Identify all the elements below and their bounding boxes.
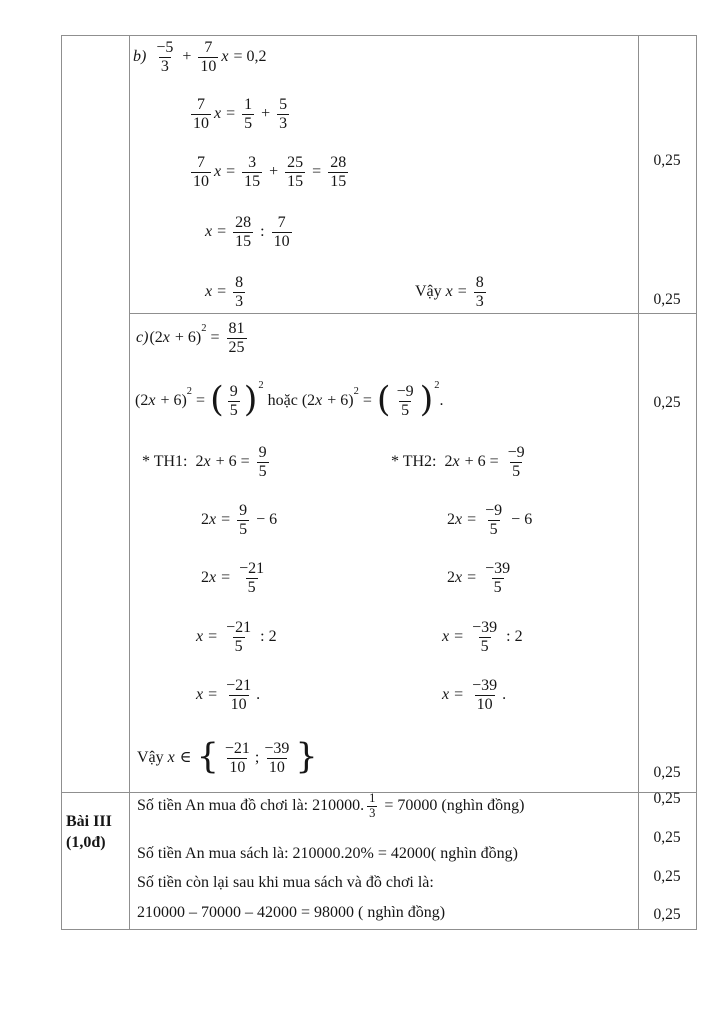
math-text: =: [308, 163, 326, 181]
math-variable: x: [442, 628, 450, 646]
problem-label-cell: [63, 811, 130, 853]
fraction: $\frac{28}{15}$: [330, 153, 347, 190]
math-variable: x: [205, 223, 213, 241]
math-line-c-case1-result: [196, 674, 260, 716]
text-line-iii-books: [137, 840, 518, 868]
math-text: − 6: [252, 511, 278, 529]
math-line-b-step1: [188, 93, 292, 135]
fraction: $\frac{-5}{3}$: [156, 38, 174, 75]
fraction: $\frac{-21}{10}$: [226, 676, 252, 713]
math-text: =: [213, 223, 231, 241]
fraction: $\frac{-21}{5}$: [226, 618, 252, 655]
math-line-b-step2: [188, 151, 351, 193]
math-text: = 70000 (nghìn đồng): [380, 797, 525, 815]
math-line-c-case1-label: [142, 441, 272, 483]
math-text: 2: [447, 511, 455, 529]
math-variable: x: [442, 686, 450, 704]
math-text: .: [256, 686, 261, 704]
math-line-c-case1-step2: [201, 557, 269, 599]
table-divider-label-column: [129, 35, 130, 930]
math-line-c-case1-step3: [196, 616, 277, 658]
math-superscript: 2: [434, 380, 440, 392]
math-text: : 2: [256, 628, 277, 646]
math-variable: x: [167, 749, 175, 767]
fraction: $\frac{8}{3}$: [475, 273, 484, 310]
fraction: $\frac{3}{15}$: [244, 153, 261, 190]
math-superscript: 2: [201, 323, 207, 335]
math-text: hoặc: [263, 392, 302, 410]
math-line-b-conclusion: [415, 271, 489, 313]
math-variable: b): [133, 48, 151, 66]
fraction: $\frac{1}{3}$: [369, 790, 376, 820]
fraction: $\frac{-21}{10}$: [224, 739, 250, 776]
table-border-left: [61, 35, 62, 930]
math-text: + 6): [170, 329, 202, 347]
math-text: =: [450, 686, 468, 704]
fraction: $\frac{1}{5}$: [244, 95, 253, 132]
fraction: $\frac{7}{10}$: [193, 95, 209, 132]
math-text: +: [178, 48, 196, 66]
text-line-iii-calculation: [137, 899, 445, 927]
math-text: * TH2: 2: [391, 453, 453, 471]
math-text: :: [256, 223, 269, 241]
fraction: $\frac{-39}{5}$: [485, 559, 511, 596]
math-bracket: }: [295, 736, 318, 777]
math-bracket: ): [419, 379, 434, 420]
math-line-c-case2-step2: [447, 557, 515, 599]
math-bracket: (: [210, 379, 224, 420]
math-text: + 6 =: [211, 453, 254, 471]
math-text: 2: [447, 569, 455, 587]
score-value: 0,25: [653, 829, 681, 846]
math-text: +: [265, 163, 283, 181]
math-variable: x: [315, 392, 323, 410]
math-text: =: [358, 392, 376, 410]
math-line-b-step3: [205, 211, 295, 253]
math-text: Số tiền còn lại sau khi mua sách và đồ chơi là:: [137, 874, 434, 892]
table-border-bottom: [61, 929, 697, 930]
math-superscript: 2: [258, 380, 264, 392]
math-variable: c): [136, 329, 149, 347]
fraction: $\frac{81}{25}$: [228, 319, 245, 356]
math-text: =: [204, 686, 222, 704]
math-text: .: [439, 392, 444, 410]
fraction: $\frac{-21}{5}$: [239, 559, 265, 596]
problem-title: Bài III: [66, 813, 112, 830]
math-text: =: [192, 392, 210, 410]
math-text: .: [502, 686, 507, 704]
math-variable: x: [196, 628, 204, 646]
math-bracket: (: [376, 379, 391, 420]
score-value: 0,25: [653, 868, 681, 885]
score-value: 0,25: [653, 906, 681, 923]
math-text: +: [257, 105, 275, 123]
math-variable: x: [455, 569, 463, 587]
math-text: =: [453, 283, 471, 301]
math-text: Vậy: [415, 283, 446, 301]
math-bracket: {: [196, 736, 219, 777]
fraction: $\frac{-39}{10}$: [472, 676, 498, 713]
math-text: + 6): [156, 392, 187, 410]
math-text: = 0,2: [229, 48, 267, 66]
math-text: Số tiền An mua đồ chơi là: 210000.: [137, 797, 365, 815]
text-line-iii-remaining: [137, 869, 434, 897]
math-variable: x: [455, 511, 463, 529]
math-text: =: [206, 329, 224, 347]
math-line-c-case1-step1: [201, 499, 277, 541]
math-text: 210000 – 70000 – 42000 = 98000 ( nghìn đồng): [137, 904, 446, 922]
math-variable: x: [445, 283, 453, 301]
math-line-c-equation: [136, 317, 250, 359]
math-text: (2: [135, 392, 149, 410]
math-text: (2: [301, 392, 316, 410]
math-text: * TH1: 2: [142, 453, 204, 471]
math-text: =: [204, 628, 222, 646]
score-value: 0,25: [653, 394, 681, 411]
fraction: $\frac{9}{5}$: [229, 382, 238, 419]
math-line-c-case2-step1: [447, 499, 532, 541]
math-variable: x: [214, 105, 222, 123]
math-variable: x: [209, 511, 217, 529]
score-value: 0,25: [653, 764, 681, 781]
math-text: 2: [201, 569, 209, 587]
math-line-c-case2-label: [391, 441, 530, 483]
math-text: =: [217, 511, 235, 529]
math-text: − 6: [507, 511, 533, 529]
math-line-c-conclusion: [137, 734, 319, 782]
math-text: =: [213, 283, 231, 301]
math-variable: x: [162, 329, 170, 347]
math-variable: x: [148, 392, 156, 410]
math-variable: x: [196, 686, 204, 704]
fraction: $\frac{-39}{5}$: [472, 618, 498, 655]
score-value: 0,25: [653, 291, 681, 308]
fraction: $\frac{7}{10}$: [200, 38, 217, 75]
math-text: + 6): [323, 392, 354, 410]
table-border-right: [696, 35, 697, 930]
fraction: $\frac{9}{5}$: [239, 501, 248, 538]
math-variable: x: [221, 48, 229, 66]
problem-points: (1,0đ): [66, 834, 106, 851]
fraction: $\frac{-9}{5}$: [507, 443, 525, 480]
math-line-b-equation: [133, 36, 267, 78]
math-variable: x: [214, 163, 222, 181]
text-line-iii-toys: [137, 788, 524, 824]
fraction: $\frac{5}{3}$: [279, 95, 288, 132]
math-variable: x: [205, 283, 213, 301]
fraction: $\frac{-39}{10}$: [264, 739, 290, 776]
math-text: : 2: [502, 628, 523, 646]
math-text: Số tiền An mua sách là: 210000.20% = 42000( nghìn đồng): [137, 845, 518, 863]
math-variable: x: [452, 453, 460, 471]
math-text: =: [217, 569, 235, 587]
math-line-b-result: [205, 271, 248, 313]
math-line-c-cases: [135, 378, 444, 424]
score-value: 0,25: [653, 790, 681, 807]
score-value: 0,25: [653, 152, 681, 169]
math-text: Vậy: [137, 749, 168, 767]
math-text: ;: [254, 749, 260, 767]
math-line-c-case2-result: [442, 674, 506, 716]
math-text: =: [222, 163, 240, 181]
math-text: =: [450, 628, 468, 646]
fraction: $\frac{8}{3}$: [235, 273, 244, 310]
math-text: ∈: [175, 749, 196, 767]
fraction: $\frac{9}{5}$: [258, 443, 267, 480]
table-row-divider-b-c: [129, 313, 697, 314]
fraction: $\frac{7}{10}$: [193, 153, 209, 190]
math-text: (2: [149, 329, 163, 347]
math-variable: x: [209, 569, 217, 587]
fraction: $\frac{25}{15}$: [287, 153, 304, 190]
math-text: =: [222, 105, 240, 123]
math-bracket: ): [243, 379, 258, 420]
math-text: 2: [201, 511, 209, 529]
math-text: + 6 =: [460, 453, 503, 471]
fraction: $\frac{-9}{5}$: [485, 501, 503, 538]
fraction: $\frac{-9}{5}$: [396, 382, 414, 419]
math-superscript: 2: [186, 386, 193, 398]
math-text: =: [463, 511, 481, 529]
fraction: $\frac{28}{15}$: [235, 213, 252, 250]
math-variable: x: [203, 453, 211, 471]
math-line-c-case2-step3: [442, 616, 523, 658]
math-text: =: [463, 569, 481, 587]
math-superscript: 2: [353, 386, 359, 398]
fraction: $\frac{7}{10}$: [273, 213, 290, 250]
